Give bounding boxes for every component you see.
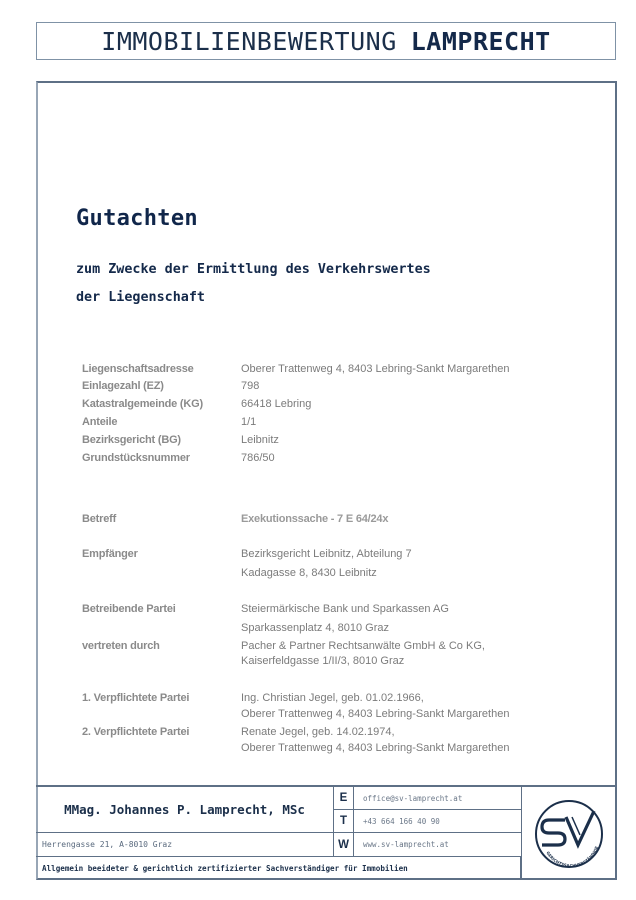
verpflichtete2-line1: Renate Jegel, geb. 14.02.1974, [241, 726, 395, 738]
sv-seal-icon [532, 797, 606, 871]
betreibende-line1: Steiermärkische Bank und Sparkassen AG [241, 603, 449, 615]
document-title: Gutachten [76, 206, 198, 231]
svg-text:GERICHTSSACHVERSTÄNDIGE: GERICHTSSACHVERSTÄNDIGE [544, 844, 599, 868]
property-value: 1/1 [241, 416, 257, 428]
document-subtitle-line1: zum Zwecke der Ermittlung des Verkehrswertes [76, 262, 431, 277]
verpflichtete1-line1: Ing. Christian Jegel, geb. 01.02.1966, [241, 692, 424, 704]
verpflichtete1-line2: Oberer Trattenweg 4, 8403 Lebring-Sankt Margarethen [241, 708, 510, 720]
property-value: 786/50 [241, 452, 275, 464]
footer [36, 785, 617, 880]
brand-name-bold: LAMPRECHT [410, 26, 551, 56]
letterhead-banner [36, 22, 616, 60]
property-label: Katastralgemeinde (KG) [82, 398, 203, 410]
vertreten-label: vertreten durch [82, 640, 160, 652]
property-value: Leibnitz [241, 434, 279, 446]
phone-key: T [334, 810, 354, 832]
property-label: Liegenschaftsadresse [82, 363, 194, 375]
contact-phone-row [334, 810, 521, 833]
document-frame [36, 81, 617, 880]
website-link[interactable]: www.sv-lamprecht.at [363, 840, 449, 849]
verpflichtete2-label: 2. Verpflichtete Partei [82, 726, 190, 738]
betreff-label: Betreff [82, 513, 117, 525]
expert-name: MMag. Johannes P. Lamprecht, MSc [36, 787, 334, 833]
verpflichtete1-label: 1. Verpflichtete Partei [82, 692, 190, 704]
contact-email-row [334, 787, 521, 810]
property-value: 66418 Lebring [241, 398, 312, 410]
brand-name-light: IMMOBILIENBEWERTUNG [101, 26, 397, 56]
property-value: 798 [241, 380, 260, 392]
verpflichtete2-line2: Oberer Trattenweg 4, 8403 Lebring-Sankt Margarethen [241, 742, 510, 754]
vertreten-line1: Pacher & Partner Rechtsanwälte GmbH & Co KG, [241, 640, 485, 652]
phone-number[interactable]: +43 664 166 40 90 [363, 816, 440, 826]
contact-web-row [334, 833, 521, 857]
betreibende-label: Betreibende Partei [82, 603, 176, 615]
email-key: E [334, 787, 354, 809]
property-value: Oberer Trattenweg 4, 8403 Lebring-Sankt Margarethen [241, 363, 510, 375]
web-key: W [334, 833, 354, 856]
betreff-value: Exekutionssache - 7 E 64/24x [241, 513, 389, 525]
property-label: Anteile [82, 416, 118, 428]
empfaenger-label: Empfänger [82, 548, 138, 560]
property-label: Einlagezahl (EZ) [82, 380, 164, 392]
empfaenger-line2: Kadagasse 8, 8430 Leibnitz [241, 567, 377, 579]
document-subtitle-line2: der Liegenschaft [76, 290, 205, 305]
property-label: Grundstücksnummer [82, 452, 190, 464]
betreibende-line2: Sparkassenplatz 4, 8010 Graz [241, 622, 389, 634]
expert-tagline: Allgemein beeideter & gerichtlich zertifizierter Sachverständiger für Immobilien [36, 857, 521, 880]
empfaenger-line1: Bezirksgericht Leibnitz, Abteilung 7 [241, 548, 412, 560]
property-label: Bezirksgericht (BG) [82, 434, 181, 446]
expert-address: Herrengasse 21, A-8010 Graz [36, 833, 334, 857]
sv-logo [521, 787, 615, 880]
vertreten-line2: Kaiserfeldgasse 1/II/3, 8010 Graz [241, 655, 405, 667]
email-link[interactable]: office@sv-lamprecht.at [363, 793, 463, 803]
